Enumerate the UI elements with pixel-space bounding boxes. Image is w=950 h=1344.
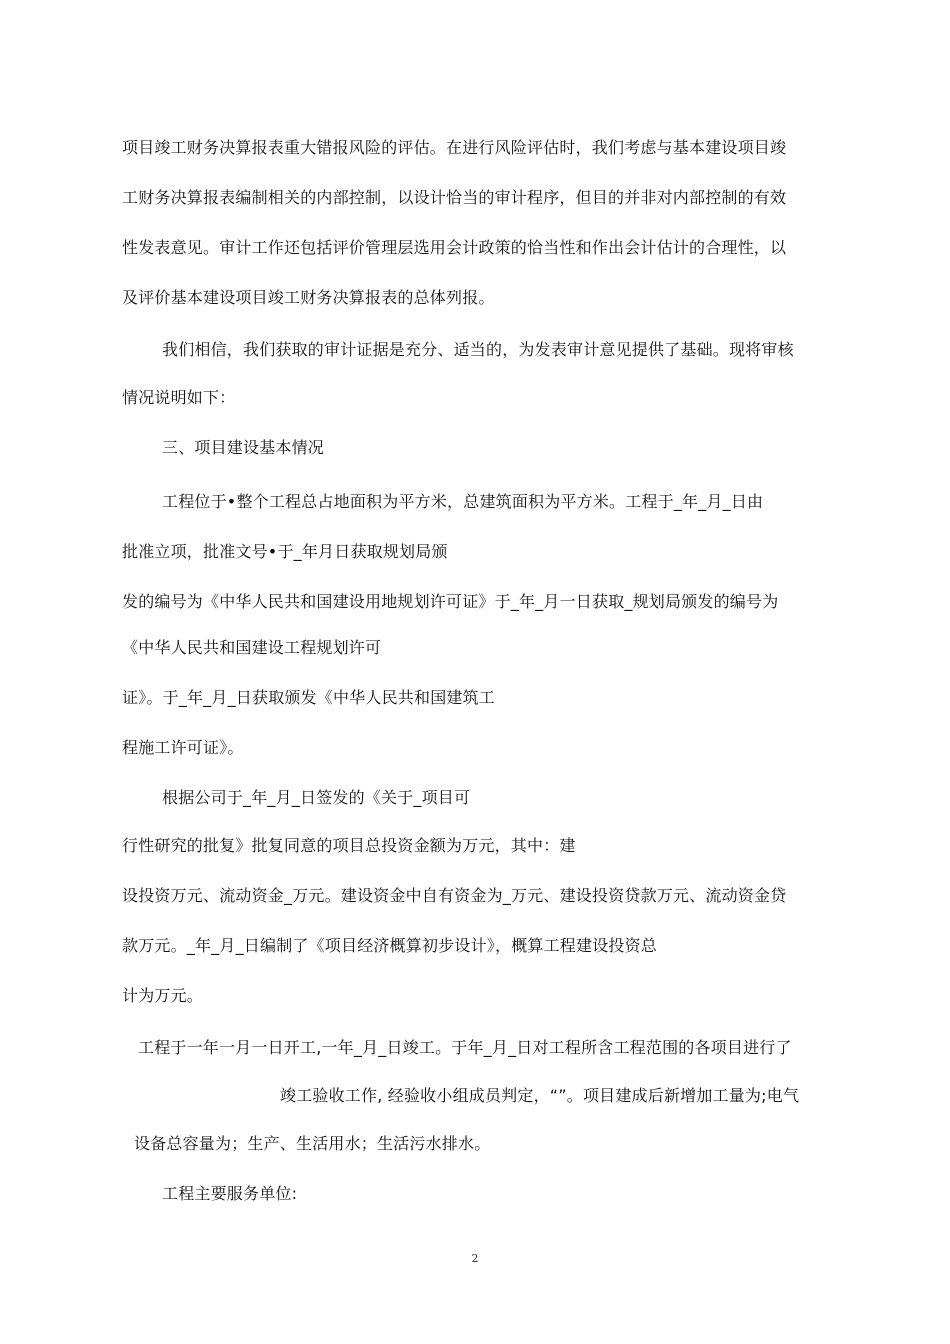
paragraph-line: 《中华人民共和国建设工程规划许可 <box>122 638 382 657</box>
paragraph-line: 设备总容量为；生产、生活用水；生活污水排水。 <box>134 1134 491 1153</box>
paragraph-line: 发的编号为《中华人民共和国建设用地规划许可证》于_年_月一日获取_规划局颁发的编号为 <box>122 592 779 611</box>
paragraph-line: 款万元。_年_月_日编制了《项目经济概算初步设计》，概算工程建设投资总 <box>122 936 658 955</box>
paragraph-line: 工程位于•整个工程总占地面积为平方米，总建筑面积为平方米。工程于_年_月_日由 <box>162 492 764 511</box>
paragraph-line: 工程于一年一月一日开工,一年_月_日竣工。于年_月_日对工程所含工程范围的各项目进行了 <box>138 1038 792 1057</box>
section-heading: 三、项目建设基本情况 <box>162 438 325 457</box>
paragraph-line: 行性研究的批复》批复同意的项目总投资金额为万元，其中：建 <box>122 836 576 855</box>
paragraph-line: 工程主要服务单位: <box>162 1184 298 1203</box>
paragraph-line: 工财务决算报表编制相关的内部控制，以设计恰当的审计程序，但目的并非对内部控制的有效 <box>122 188 787 207</box>
paragraph-line: 证》。于_年_月_日获取颁发《中华人民共和国建筑工 <box>122 688 496 707</box>
paragraph-line: 竣工验收工作, 经验收小组成员判定，“”。项目建成后新增加工量为;电气 <box>280 1086 800 1105</box>
paragraph-line: 根据公司于_年_月_日签发的《关于_项目可 <box>162 788 471 807</box>
paragraph-line: 批准立项，批准文号•于_年月日获取规划局颁 <box>122 542 448 561</box>
paragraph-line: 情况说明如下： <box>122 388 236 407</box>
paragraph-line: 及评价基本建设项目竣工财务决算报表的总体列报。 <box>122 288 495 307</box>
paragraph-line: 计为万元。 <box>122 986 204 1005</box>
paragraph-line: 项目竣工财务决算报表重大错报风险的评估。在进行风险评估时，我们考虑与基本建设项目竣 <box>122 138 787 157</box>
page-number: 2 <box>471 1252 479 1265</box>
paragraph-line: 设投资万元、流动资金_万元。建设资金中自有资金为_万元、建设投资贷款万元、流动资金贷 <box>122 886 787 905</box>
paragraph-line: 程施工许可证》。 <box>122 738 244 757</box>
paragraph-line: 我们相信，我们获取的审计证据是充分、适当的，为发表审计意见提供了基础。现将审核 <box>162 340 794 359</box>
paragraph-line: 性发表意见。审计工作还包括评价管理层选用会计政策的恰当性和作出会计估计的合理性，以 <box>122 238 787 257</box>
